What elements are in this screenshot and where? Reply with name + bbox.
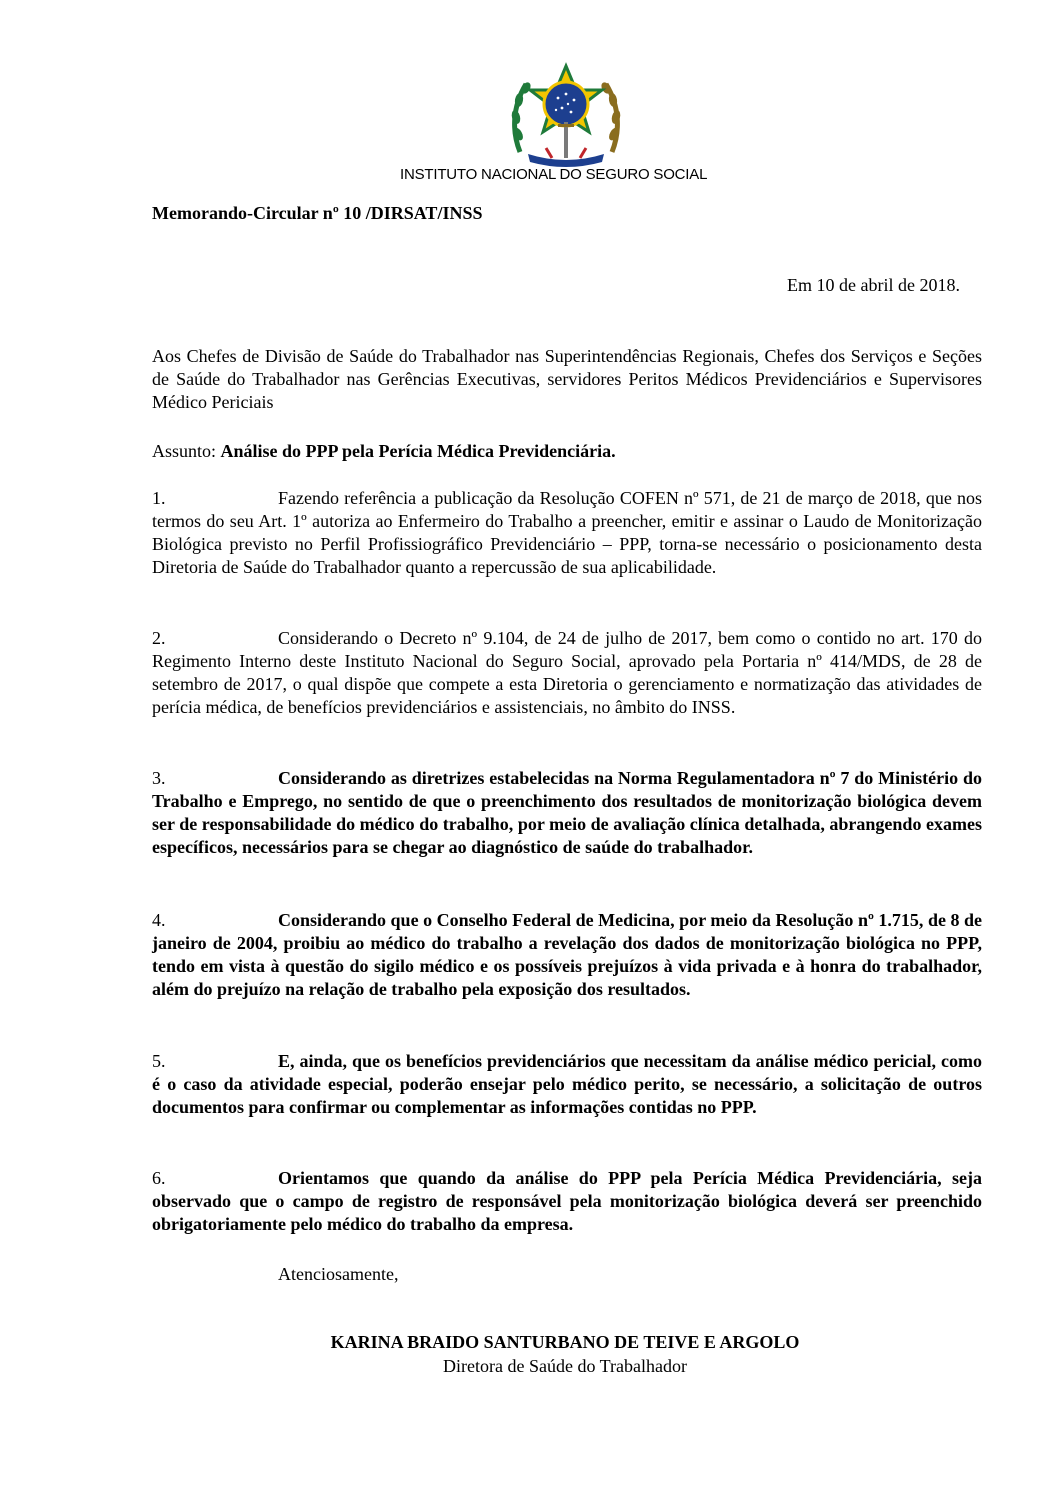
subject-text: Análise do PPP pela Perícia Médica Previdenciária.: [220, 441, 616, 461]
institute-name: INSTITUTO NACIONAL DO SEGURO SOCIAL: [400, 166, 708, 183]
paragraph-2: [152, 627, 982, 719]
paragraph-number: 5.: [152, 1051, 166, 1071]
paragraph-text: E, ainda, que os benefícios previdenciários que necessitam da análise médico pericial, como é o caso da atividade especial, poderão ensejar pelo médico perito, se necessário, a solicitação de outros documentos para confirmar ou complementar as informações contidas no PPP.: [152, 1051, 982, 1117]
subject-label: Assunto:: [152, 441, 217, 461]
paragraph-1: [152, 487, 982, 579]
brazil-coat-of-arms-icon: [506, 62, 626, 168]
paragraph-number: 1.: [152, 488, 166, 508]
paragraph-text: Considerando que o Conselho Federal de Medicina, por meio da Resolução nº 1.715, de 8 de janeiro de 2004, proibiu ao médico do trabalho a revelação dos dados de monitorização biológica no PPP, tendo em vista à questão do sigilo médico e os possíveis prejuízos à vida privada e à honra do trabalhador, além do prejuízo na relação de trabalho pela exposição dos resultados.: [152, 910, 982, 999]
subject-line: [152, 440, 982, 463]
memo-number: Memorando-Circular nº 10 /DIRSAT/INSS: [152, 203, 483, 223]
paragraph-number: 6.: [152, 1168, 166, 1188]
paragraph-text: Orientamos que quando da análise do PPP pela Perícia Médica Previdenciária, seja observado que o campo de registro de responsável pela monitorização biológica deverá ser preenchido obrigatoriamente pelo médico do trabalho da empresa.: [152, 1168, 982, 1234]
addressee: Aos Chefes de Divisão de Saúde do Trabalhador nas Superintendências Regionais, Chefes dos Serviços e Seções de Saúde do Trabalhador nas Gerências Executivas, servidores Peritos Médicos Previdenciários e Supervisores Médico Periciais: [152, 346, 982, 412]
paragraph-6: [152, 1167, 982, 1236]
paragraph-text: Considerando o Decreto nº 9.104, de 24 de julho de 2017, bem como o contido no art. 170 do Regimento Interno deste Instituto Nacional do Seguro Social, aprovado pela Portaria nº 414/MDS, de 28 de setembro de 2017, o qual dispõe que compete a esta Diretoria o gerenciamento e normatização das atividades de perícia médica, de benefícios previdenciários e assistenciais, no âmbito do INSS.: [152, 628, 982, 717]
paragraph-text: Fazendo referência a publicação da Resolução COFEN nº 571, de 21 de março de 2018, que nos termos do seu Art. 1º autoriza ao Enfermeiro do Trabalho a preencher, emitir e assinar o Laudo de Monitorização Biológica previsto no Perfil Profissiográfico Previdenciário – PPP, torna-se necessário o posicionamento desta Diretoria de Saúde do Trabalhador quanto a repercussão de sua aplicabilidade.: [152, 488, 982, 577]
paragraph-3: [152, 767, 982, 859]
paragraph-5: [152, 1050, 982, 1119]
paragraph-number: 2.: [152, 628, 166, 648]
signer-role: Diretora de Saúde do Trabalhador: [443, 1356, 687, 1376]
closing-salutation: Atenciosamente,: [278, 1264, 399, 1284]
paragraph-number: 4.: [152, 910, 166, 930]
paragraph-number: 3.: [152, 768, 166, 788]
memo-date: Em 10 de abril de 2018.: [787, 275, 960, 295]
signer-name: KARINA BRAIDO SANTURBANO DE TEIVE E ARGOLO: [330, 1332, 800, 1352]
paragraph-text: Considerando as diretrizes estabelecidas na Norma Regulamentadora nº 7 do Ministério do Trabalho e Emprego, no sentido de que o preenchimento dos resultados de monitorização biológica devem ser de responsabilidade do médico do trabalho, por meio de avaliação clínica detalhada, abrangendo exames específicos, necessários para se chegar ao diagnóstico de saúde do trabalhador.: [152, 768, 982, 857]
paragraph-4: [152, 909, 982, 1001]
